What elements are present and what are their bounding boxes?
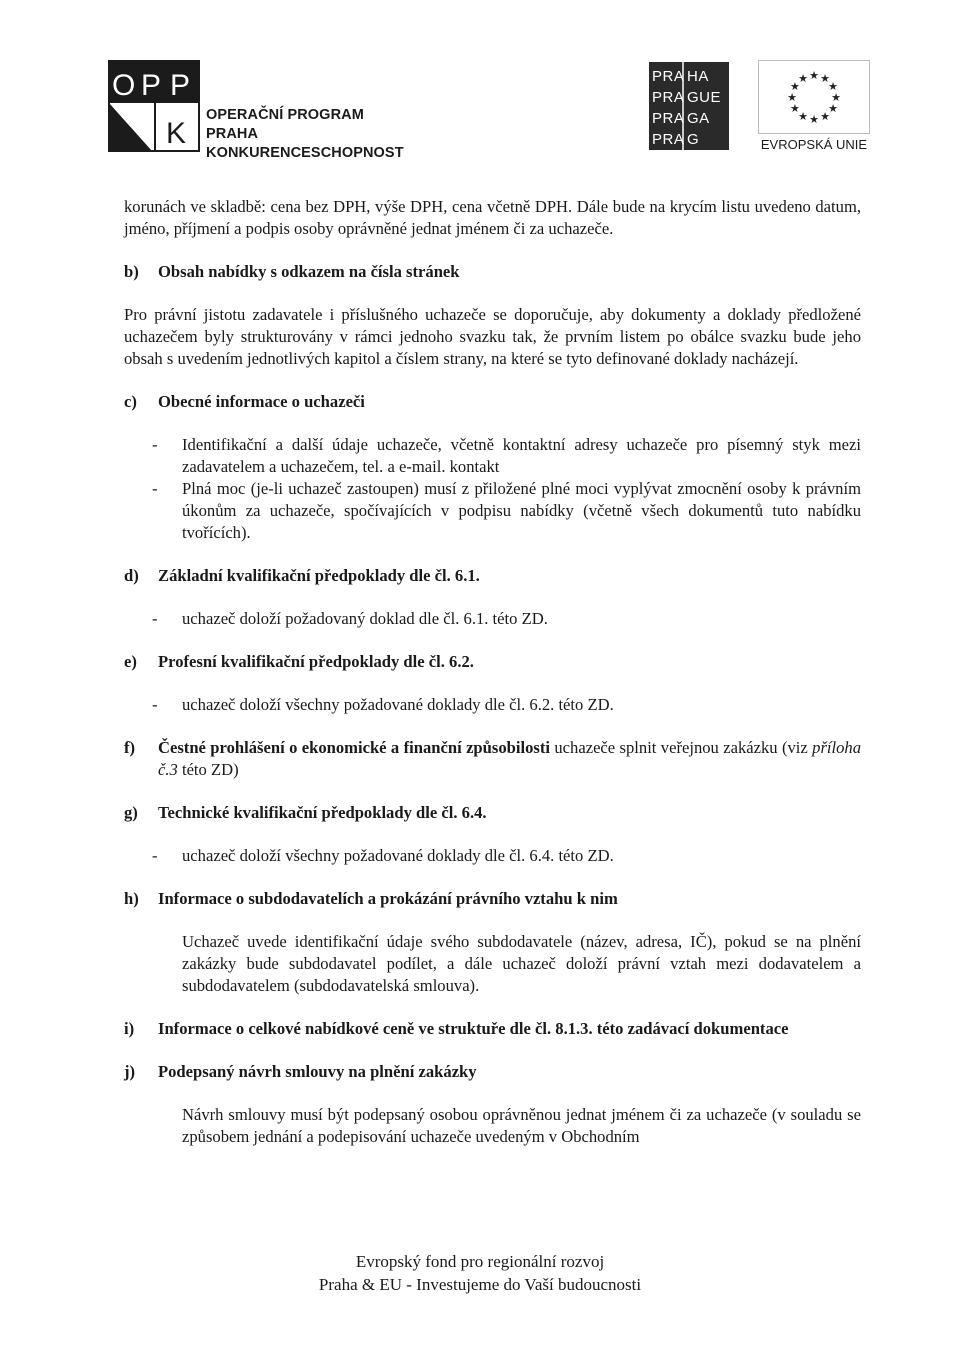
section-b-text: Pro právní jistotu zadavatele i příslušného uchazeče se doporučuje, aby dokumenty a doklady předložené uchazečem byly strukturovány v rámci jednoho svazku tak, že prvním listem po obálce svazku bude jeho obsah s uvedením jednotlivých kapitol a číslem strany, na které se tyto definované doklady nacházejí. (124, 305, 861, 368)
praha-right-1: HA (687, 68, 709, 85)
section-b-heading (124, 261, 861, 283)
praha-left-3: PRA (652, 110, 685, 127)
section-e-label: e) (124, 652, 137, 671)
section-d-heading (124, 565, 861, 587)
intro-paragraph: korunách ve skladbě: cena bez DPH, výše DPH, cena včetně DPH. Dále bude na krycím listu uvedeno datum, jméno, příjmení a podpis osoby oprávněné jednat jménem či za uchazeče. (124, 197, 861, 238)
section-d-item-text: uchazeč doloží požadovaný doklad dle čl. 6.1. této ZD. (182, 609, 548, 628)
section-b-label: b) (124, 262, 139, 281)
eu-star-icon: ★ (798, 110, 808, 124)
praha-left-1: PRA (652, 68, 685, 85)
section-f-end: této ZD) (177, 760, 239, 779)
section-d-title: Základní kvalifikační předpoklady dle čl. 6.1. (158, 566, 480, 585)
section-c-title: Obecné informace o uchazeči (158, 392, 365, 411)
section-c-item-2: Plná moc (je-li uchazeč zastoupen) musí z přiložené plné moci vyplývat zmocnění osoby k právním úkonům za uchazeče, spočívajících v podpisu nabídky (včetně všech dokumentů tuto nabídku tvořících). (182, 479, 861, 542)
section-b-title: Obsah nabídky s odkazem na čísla stránek (158, 262, 460, 281)
section-c-item-1: Identifikační a další údaje uchazeče, včetně kontaktní adresy uchazeče pro písemný styk mezi zadavatelem a uchazečem, tel. a e-mail. kontakt (182, 435, 861, 476)
section-f-title: Čestné prohlášení o ekonomické a finanční způsobilosti (158, 738, 550, 757)
program-name (206, 106, 418, 163)
eu-stars-icon (758, 60, 870, 134)
eu-star-icon: ★ (820, 71, 830, 85)
program-line-2: KONKURENCESCHOPNOST (206, 145, 404, 161)
eu-star-icon: ★ (789, 102, 800, 115)
eu-label: EVROPSKÁ UNIE (760, 137, 868, 152)
eu-star-icon: ★ (787, 91, 797, 104)
logo-letter-p2: P (170, 69, 191, 102)
section-e-item-text: uchazeč doloží všechny požadované doklady dle čl. 6.2. této ZD. (182, 695, 614, 714)
section-d-item: - uchazeč doloží požadovaný doklad dle čl. 6.1. této ZD. (152, 609, 548, 628)
praha-right-2: GUE (687, 89, 722, 106)
section-h-heading (124, 888, 861, 910)
praha-left-4: PRA (652, 131, 685, 148)
section-e-item: - uchazeč doloží všechny požadované doklady dle čl. 6.2. této ZD. (152, 695, 614, 714)
oppk-header (108, 60, 418, 161)
logo-letter-k: K (166, 117, 187, 150)
program-line-1: OPERAČNÍ PROGRAM PRAHA (206, 107, 364, 142)
eu-star-icon: ★ (809, 113, 819, 126)
eu-star-icon: ★ (789, 80, 800, 93)
section-i-title: Informace o celkové nabídkové ceně ve struktuře dle čl. 8.1.3. této zadávací dokumentace (158, 1019, 789, 1038)
section-i-label: i) (124, 1019, 135, 1038)
eu-star-icon: ★ (828, 80, 839, 93)
praha-left-2: PRA (652, 89, 685, 106)
section-f-label: f) (124, 738, 136, 757)
footer-line-1: Evropský fond pro regionální rozvoj (355, 1252, 605, 1271)
eu-star-icon: ★ (809, 69, 819, 82)
eu-star-icon: ★ (798, 71, 808, 85)
section-c-label: c) (124, 392, 137, 411)
eu-flag (758, 60, 870, 152)
logo-letter-o: O (112, 69, 136, 102)
section-c-item: - Identifikační a další údaje uchazeče, včetně kontaktní adresy uchazeče pro písemný styk mezi zadavatelem a uchazečem, tel. a e-mail. kontakt (152, 435, 861, 476)
section-e-title: Profesní kvalifikační předpoklady dle čl. 6.2. (158, 652, 474, 671)
section-e-heading (124, 651, 861, 673)
eu-star-icon: ★ (831, 91, 841, 104)
section-h-label: h) (124, 889, 139, 908)
section-i-heading (124, 1018, 861, 1040)
section-c-item: - Plná moc (je-li uchazeč zastoupen) musí z přiložené plné moci vyplývat zmocnění osoby k právním úkonům za uchazeče, spočívajících v podpisu nabídky (včetně všech dokumentů tuto nabídku tvořících). (152, 479, 861, 542)
section-j-heading (124, 1061, 861, 1083)
praha-logo (649, 62, 729, 150)
section-j-label: j) (124, 1062, 136, 1081)
praha-right-4: G (687, 131, 700, 148)
section-g-heading (124, 802, 861, 824)
section-j-text: Návrh smlouvy musí být podepsaný osobou oprávněnou jednat jménem či za uchazeče (v souladu se způsobem jednání a podepisování uchazeče uvedeným v Obchodním (182, 1105, 861, 1146)
section-f-tail: uchazeče splnit veřejnou zakázku (viz (550, 738, 813, 757)
section-j-title: Podepsaný návrh smlouvy na plnění zakázky (158, 1062, 477, 1081)
section-c-heading (124, 391, 861, 413)
section-h-text: Uchazeč uvede identifikační údaje svého subdodavatele (název, adresa, IČ), pokud se na plnění zakázky bude subdodavatel podílet, a dále uchazeč doloží právní vztah mezi dodavatelem a subdodavatelem (subdodavatelská smlouva). (182, 932, 861, 995)
section-g-title: Technické kvalifikační předpoklady dle čl. 6.4. (158, 803, 487, 822)
section-g-item: - uchazeč doloží všechny požadované doklady dle čl. 6.4. této ZD. (152, 846, 614, 865)
footer-line-2: Praha & EU - Investujeme do Vaší budoucnosti (318, 1275, 642, 1294)
page-footer (0, 1250, 960, 1296)
section-g-label: g) (124, 803, 138, 822)
eu-star-icon: ★ (828, 102, 839, 115)
section-f-ref: příloha č.3 (158, 738, 862, 779)
logo-letter-p1: P (141, 69, 162, 102)
section-f-heading (124, 737, 861, 781)
section-d-label: d) (124, 566, 139, 585)
oppk-logo (108, 60, 200, 152)
section-h-title: Informace o subdodavatelích a prokázání právního vztahu k nim (158, 889, 618, 908)
section-g-item-text: uchazeč doloží všechny požadované doklady dle čl. 6.4. této ZD. (182, 846, 614, 865)
praha-right-3: GA (687, 110, 710, 127)
eu-star-icon: ★ (820, 110, 830, 124)
document-body (124, 196, 861, 1148)
